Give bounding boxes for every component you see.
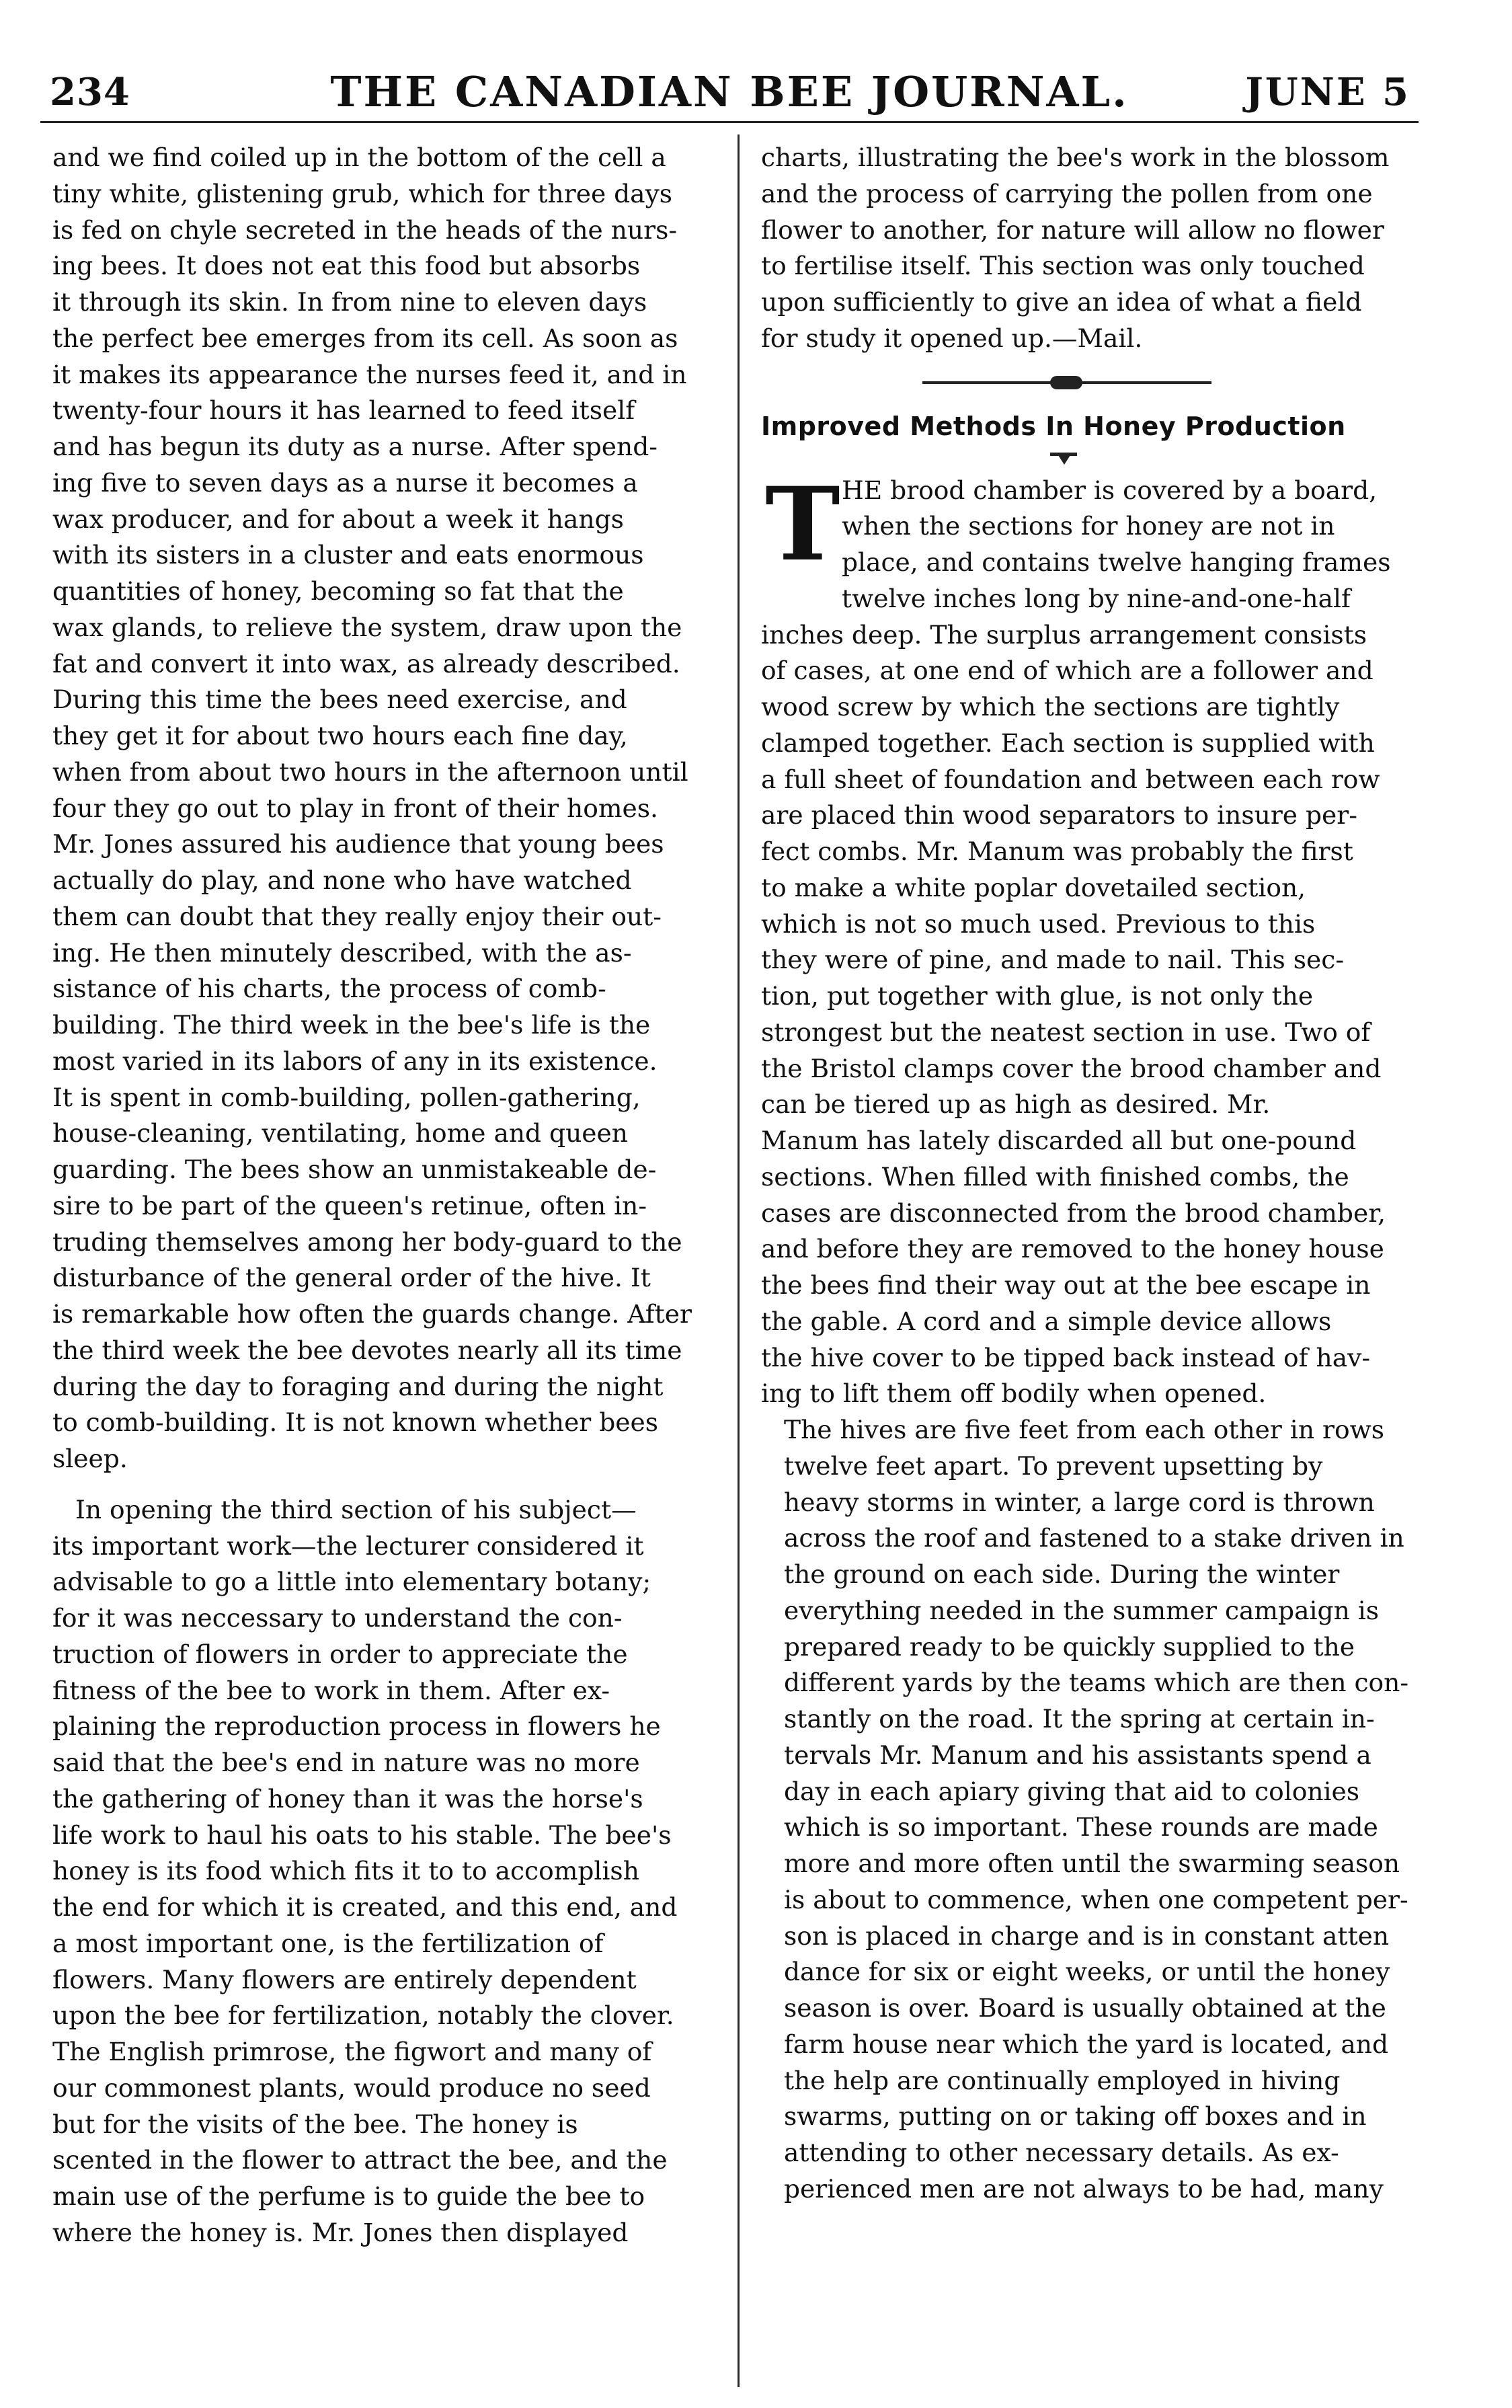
text-line: it through its skin. In from nine to eleven days (52, 287, 647, 317)
text-line: to fertilise itself. This section was only touched (761, 251, 1365, 281)
text-line: tiny white, glistening grub, which for three days (52, 178, 673, 208)
text-line: everything needed in the summer campaign is (784, 1595, 1380, 1625)
text-line: scented in the flower to attract the bee, and the (52, 2145, 668, 2175)
text-line: heavy storms in winter, a large cord is thrown (784, 1487, 1375, 1517)
text-line: advisable to go a little into elementary botany; (52, 1567, 651, 1597)
text-line: and has begun its duty as a nurse. After spend- (52, 432, 658, 461)
text-line: the bees find their way out at the bee escape in (761, 1270, 1371, 1300)
text-line: the hive cover to be tipped back instead of hav- (761, 1342, 1371, 1372)
text-line: the Bristol clamps cover the brood chamber and (761, 1053, 1382, 1083)
text-line: ing to lift them off bodily when opened. (761, 1378, 1267, 1409)
text-line: the help are continually employed in hiving (784, 2065, 1341, 2095)
text-line: sections. When filled with finished combs, the (761, 1161, 1349, 1192)
text-line: life work to haul his oats to his stable. The bee's (52, 1820, 672, 1850)
text-line: Manum has lately discarded all but one-pound (761, 1126, 1357, 1155)
text-line: fect combs. Mr. Manum was probably the first (761, 837, 1353, 866)
text-line: disturbance of the general order of the hive. It (52, 1263, 651, 1293)
text-line: swarms, putting on or taking off boxes and in (784, 2101, 1367, 2132)
text-line: with its sisters in a cluster and eats enormous (52, 540, 644, 570)
text-line: building. The third week in the bee's life is the (52, 1010, 651, 1040)
text-line: son is placed in charge and is in constant atten (784, 1920, 1390, 1951)
text-line: when the sections for honey are not in (842, 511, 1335, 541)
text-line: place, and contains twelve hanging frames (842, 547, 1391, 577)
text-line: strongest but the neatest section in use. Two of (761, 1017, 1371, 1047)
text-line: is fed on chyle secreted in the heads of the nurs- (52, 215, 678, 245)
text-line: a full sheet of foundation and between each row (761, 764, 1380, 794)
text-line: which is so important. These rounds are made (784, 1812, 1378, 1842)
text-line: more and more often until the swarming season (784, 1849, 1400, 1878)
text-line: It is spent in comb-building, pollen-gathering, (52, 1082, 641, 1112)
dropcap-paragraph (761, 465, 1423, 1413)
section-heading: Improved Methods In Honey Production (761, 411, 1346, 441)
text-line: clamped together. Each section is supplied with (761, 728, 1375, 758)
text-line: Mr. Jones assured his audience that young bees (52, 829, 664, 859)
text-line: season is over. Board is usually obtained at the (784, 1993, 1386, 2023)
text-line: prepared ready to be quickly supplied to the (784, 1631, 1355, 1662)
text-line: The English primrose, the figwort and many of (52, 2037, 652, 2066)
text-line: HE brood chamber is covered by a board, (842, 475, 1378, 505)
text-line: the end for which it is created, and this end, and (52, 1892, 678, 1922)
text-line: main use of the perfume is to guide the bee to (52, 2181, 645, 2211)
text-line: sistance of his charts, the process of comb- (52, 974, 606, 1004)
right-column (761, 140, 1423, 2393)
section-separator-ornament (761, 357, 1393, 403)
text-line: during the day to foraging and during the night (52, 1371, 664, 1401)
text-line: the third week the bee devotes nearly all its time (52, 1335, 682, 1365)
running-header (40, 65, 1419, 123)
text-line: the perfect bee emerges from its cell. As soon as (52, 323, 678, 353)
text-line: is remarkable how often the guards change. After (52, 1299, 692, 1329)
dropcap-letter: T (765, 465, 840, 584)
issue-date: JUNE 5 (1245, 70, 1410, 114)
text-line: perienced men are not always to be had, many (784, 2173, 1384, 2204)
paragraph-hive-placement (761, 1412, 1423, 2208)
text-line: day in each apiary giving that aid to colonies (784, 1776, 1360, 1806)
text-line: actually do play, and none who have watched (52, 865, 632, 895)
text-line: our commonest plants, would produce no seed (52, 2072, 651, 2103)
text-line: it makes its appearance the nurses feed it, and in (52, 359, 687, 389)
text-line: wax producer, and for about a week it hangs (52, 504, 624, 534)
text-line: they get it for about two hours each fine day, (52, 721, 628, 750)
text-line: tervals Mr. Manum and his assistants spend a (784, 1740, 1371, 1770)
text-line: plaining the reproduction process in flowers he (52, 1711, 661, 1742)
text-line: dance for six or eight weeks, or until the honey (784, 1957, 1390, 1987)
text-line: upon sufficiently to give an idea of what a field (761, 287, 1362, 317)
text-line: truction of flowers in order to appreciate the (52, 1639, 628, 1669)
text-line: its important work—the lecturer considered it (52, 1530, 644, 1561)
text-line: During this time the bees need exercise, and (52, 685, 627, 715)
text-line: to make a white poplar dovetailed section, (761, 872, 1306, 902)
paragraph-botany-section (52, 1492, 715, 2251)
text-line: charts, illustrating the bee's work in the blossom (761, 143, 1390, 172)
text-line: tion, put together with glue, is not only the (761, 981, 1314, 1011)
text-line: fitness of the bee to work in them. After ex- (52, 1675, 610, 1705)
text-line: of cases, at one end of which are a follower and (761, 656, 1374, 686)
text-line: ing five to seven days as a nurse it becomes a (52, 467, 638, 498)
text-line: twelve feet apart. To prevent upsetting by (784, 1450, 1323, 1481)
text-line: sleep. (52, 1444, 128, 1473)
paragraph-bee-life-cycle (52, 140, 715, 1477)
text-line: sire to be part of the queen's retinue, often in- (52, 1190, 647, 1220)
text-line: the gable. A cord and a simple device allows (761, 1306, 1332, 1336)
text-line: cases are disconnected from the brood chamber, (761, 1198, 1386, 1228)
text-line: house-cleaning, ventilating, home and queen (52, 1118, 628, 1149)
text-line: for it was neccessary to understand the con- (52, 1603, 623, 1633)
page-number: 234 (50, 70, 130, 114)
paragraph-brood-chamber (761, 465, 1423, 1413)
text-line: are placed thin wood separators to insure per- (761, 800, 1357, 830)
text-line: four they go out to play in front of their homes. (52, 793, 658, 823)
text-line: twenty-four hours it has learned to feed itself (52, 395, 635, 426)
text-line: guarding. The bees show an unmistakeable de- (52, 1155, 657, 1184)
text-line: said that the bee's end in nature was no more (52, 1748, 640, 1777)
text-line: upon the bee for fertilization, notably the clover. (52, 2001, 674, 2031)
text-line: wax glands, to relieve the system, draw upon the (52, 612, 682, 642)
text-line: the ground on each side. During the winter (784, 1559, 1340, 1589)
text-line: flower to another, for nature will allow no flower (761, 215, 1384, 245)
text-line: different yards by the teams which are then con- (784, 1668, 1409, 1698)
text-line: most varied in its labors of any in its existence. (52, 1046, 658, 1076)
paragraph-charts-continuation (761, 140, 1423, 357)
text-line: can be tiered up as high as desired. Mr. (761, 1089, 1271, 1120)
separator-knot (1050, 376, 1082, 389)
text-line: them can doubt that they really enjoy their out- (52, 901, 662, 931)
text-line: ing bees. It does not eat this food but absorbs (52, 251, 641, 281)
text-line: a most important one, is the fertilization of (52, 1928, 604, 1958)
text-line: to comb-building. It is not known whether bees (52, 1407, 659, 1438)
text-line: when from about two hours in the afternoon until (52, 756, 688, 787)
text-line: honey is its food which fits it to to accomplish (52, 1856, 639, 1886)
text-line: quantities of honey, becoming so fat that the (52, 576, 624, 606)
text-line: wood screw by which the sections are tightly (761, 692, 1340, 722)
journal-title: THE CANADIAN BEE JOURNAL. (330, 67, 1129, 116)
text-line: In opening the third section of his subject— (75, 1494, 637, 1524)
text-line: The hives are five feet from each other in rows (784, 1415, 1385, 1444)
text-line: farm house near which the yard is located, and (784, 2029, 1389, 2059)
text-line: twelve inches long by nine-and-one-half (842, 583, 1351, 613)
text-line: stantly on the road. It the spring at certain in- (784, 1704, 1375, 1734)
text-line: but for the visits of the bee. The honey is (52, 2109, 578, 2139)
text-line: inches deep. The surplus arrangement consists (761, 619, 1367, 650)
text-line: flowers. Many flowers are entirely dependent (52, 1964, 637, 1994)
text-line: ing. He then minutely described, with the as- (52, 937, 632, 968)
text-line: attending to other necessary details. As ex- (784, 2138, 1339, 2167)
text-line: and we find coiled up in the bottom of the cell a (52, 143, 666, 172)
heading-ornament (761, 450, 1423, 473)
text-line: the gathering of honey than it was the horse's (52, 1783, 643, 1814)
text-line: and before they are removed to the honey house (761, 1234, 1384, 1264)
paragraph-gap (52, 1477, 715, 1492)
text-line: truding themselves among her body-guard to the (52, 1227, 682, 1257)
text-line: which is not so much used. Previous to this (761, 908, 1316, 939)
text-line: they were of pine, and made to nail. This sec- (761, 945, 1345, 975)
text-line: where the honey is. Mr. Jones then displayed (52, 2217, 629, 2247)
text-line: for study it opened up.—Mail. (761, 323, 1143, 353)
text-line: and the process of carrying the pollen from one (761, 178, 1373, 208)
text-line: is about to commence, when one competent per- (784, 1884, 1408, 1914)
text-line: across the roof and fastened to a stake driven in (784, 1523, 1404, 1553)
column-divider (738, 134, 740, 2387)
text-line: fat and convert it into wax, as already described. (52, 648, 680, 678)
left-column (52, 140, 715, 2393)
